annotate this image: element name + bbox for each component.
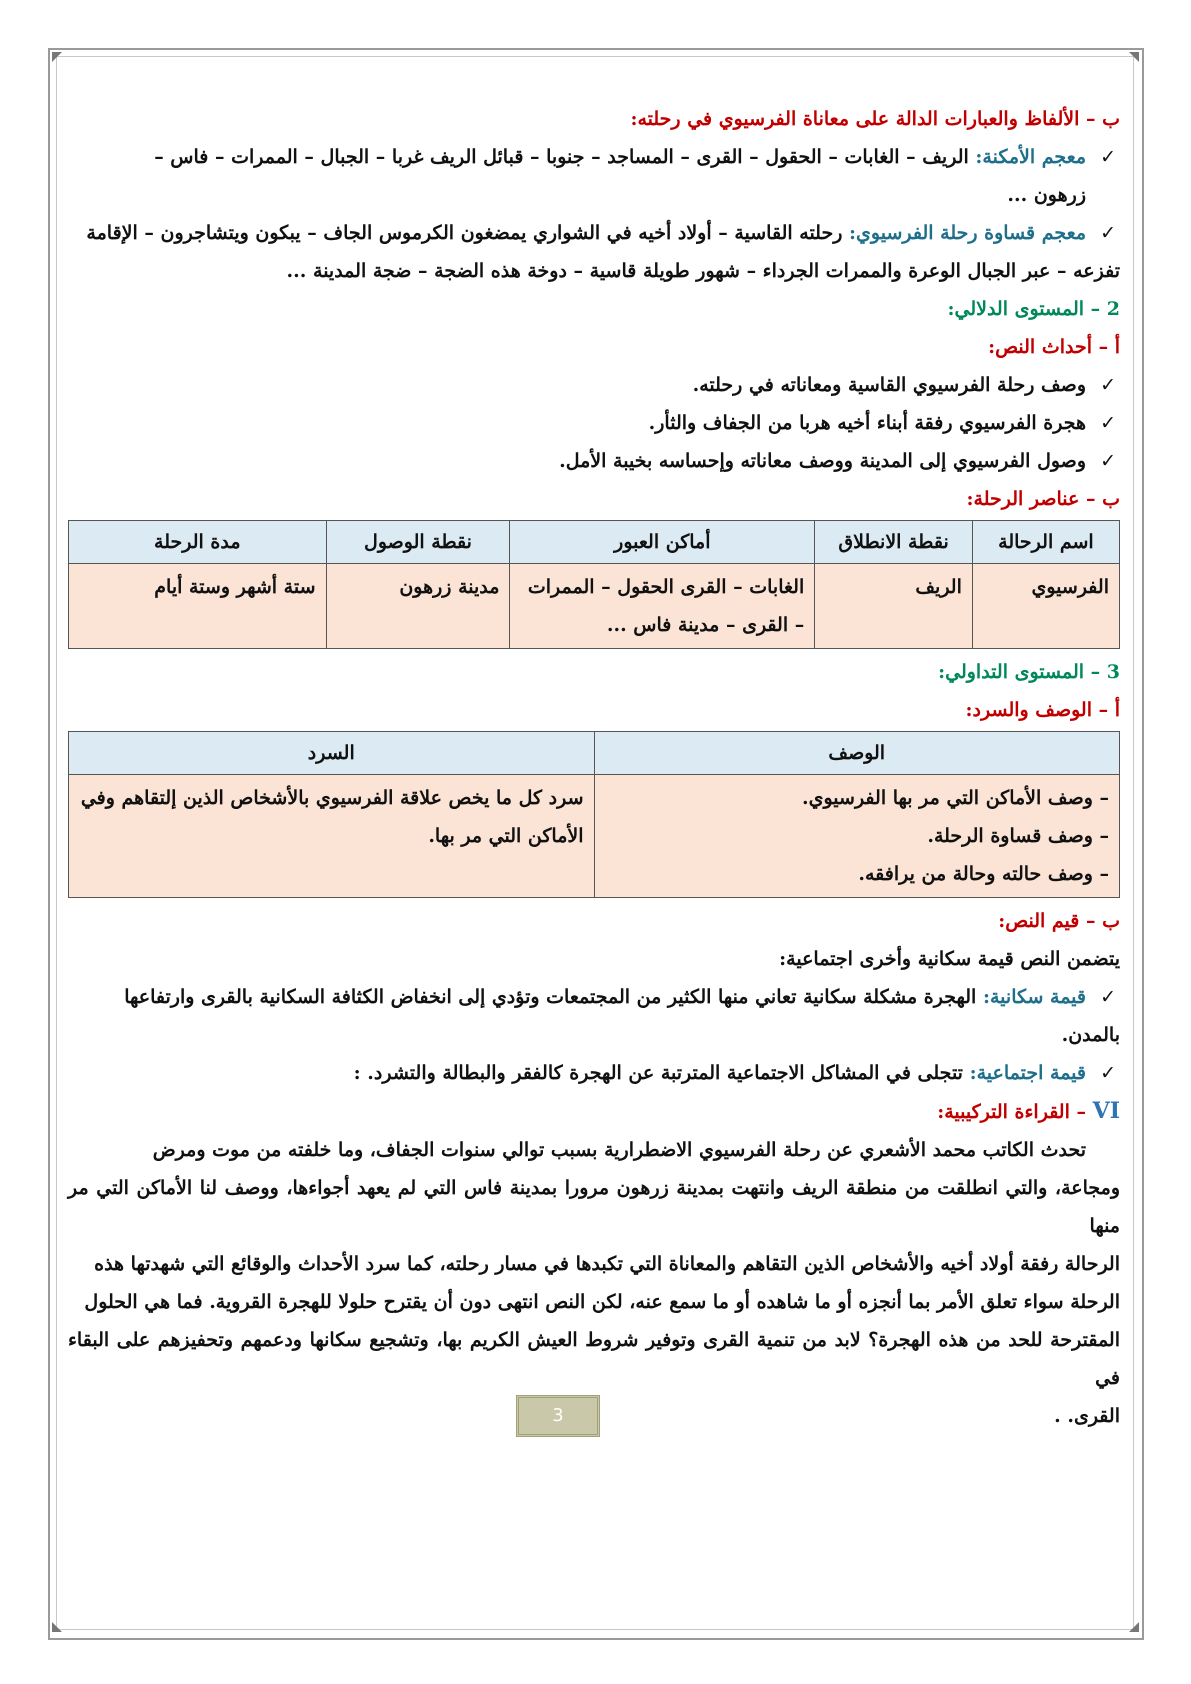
item-text: هجرة الفرسيوي رفقة أبناء أخيه هربا من الجفاف والثأر. — [648, 412, 1086, 434]
description-narration-table — [68, 731, 1120, 898]
item-text: وصول الفرسيوي إلى المدينة ووصف معاناته وإحساسه بخيبة الأمل. — [559, 450, 1086, 472]
table-header-cell: مدة الرحلة — [69, 521, 327, 564]
level-title: – المستوى التداولي: — [938, 661, 1101, 683]
table-header-cell: أماكن العبور — [510, 521, 815, 564]
table-header-row — [69, 521, 1120, 564]
narration-line: سرد كل ما يخص علاقة الفرسيوي بالأشخاص الذين إلتقاهم وفي — [80, 787, 584, 809]
table-header-cell: نقطة الانطلاق — [815, 521, 973, 564]
description-item: – وصف الأماكن التي مر بها الفرسيوي. — [801, 787, 1109, 809]
table-header-cell: اسم الرحالة — [972, 521, 1119, 564]
section-heading-journey: ب – عناصر الرحلة: — [966, 488, 1120, 510]
corner-ornament — [52, 1622, 62, 1632]
item-label: معجم قساوة رحلة الفرسيوي: — [849, 222, 1086, 244]
paragraph-line: القرى. . — [1054, 1405, 1120, 1427]
table-cell-narration — [69, 775, 595, 898]
transit-line: – القرى – مدينة فاس ... — [606, 614, 805, 636]
paragraph-line: تحدث الكاتب محمد الأشعري عن رحلة الفرسيوي الاضطرارية بسبب توالي سنوات الجفاف، وما خلفته من موت ومرض — [152, 1139, 1086, 1161]
journey-table — [68, 520, 1120, 649]
corner-ornament — [1129, 52, 1139, 62]
table-cell-duration: ستة أشهر وستة أيام — [69, 564, 327, 649]
check-icon: ✓ — [1100, 222, 1116, 244]
paragraph-line: الرحلة سواء تعلق الأمر بما أنجزه أو ما شاهده أو ما سمع عنه، لكن النص انتهى دون أن يقترح حلولا للهجرة القروية. فما هي الحلول — [84, 1291, 1120, 1313]
transit-line: الغابات – القرى الحقول – الممرات — [527, 576, 805, 598]
table-header-cell: السرد — [69, 732, 595, 775]
checklist-item — [68, 404, 1120, 442]
item-label: قيمة سكانية: — [982, 986, 1086, 1008]
level-number: 3 — [1106, 661, 1120, 683]
narration-line: الأماكن التي مر بها. — [428, 825, 584, 847]
table-cell-description — [594, 775, 1120, 898]
table-header-cell: نقطة الوصول — [326, 521, 510, 564]
checklist-item — [68, 214, 1120, 252]
check-icon: ✓ — [1100, 146, 1116, 168]
level-title: – المستوى الدلالي: — [947, 298, 1101, 320]
synthesis-paragraph — [68, 1131, 1120, 1435]
values-intro: يتضمن النص قيمة سكانية وأخرى اجتماعية: — [779, 948, 1120, 970]
table-cell-transit — [510, 564, 815, 649]
page-number: 3 — [516, 1395, 600, 1437]
item-text-continued: زرهون ... — [1007, 184, 1086, 206]
item-text-continued: بالمدن. — [1061, 1024, 1120, 1046]
synthesis-heading — [68, 1092, 1120, 1131]
check-icon: ✓ — [1100, 374, 1116, 396]
table-row — [69, 564, 1120, 649]
checklist-item — [68, 366, 1120, 404]
section-heading-description-narration: أ – الوصف والسرد: — [965, 699, 1120, 721]
table-cell-traveler: الفرسيوي — [972, 564, 1119, 649]
item-text: الهجرة مشكلة سكانية تعاني منها الكثير من المجتمعات وتؤدي إلى انخفاض الكثافة السكانية بالقرى وارتفاعها — [124, 986, 977, 1008]
item-text: وصف رحلة الفرسيوي القاسية ومعاناته في رحلته. — [692, 374, 1086, 396]
check-icon: ✓ — [1100, 450, 1116, 472]
paragraph-line: المقترحة للحد من هذه الهجرة؟ لابد من تنمية القرى وتوفير شروط العيش الكريم بها، وتشجيع سكانها ودعمهم وتحفيزهم على البقاء في — [68, 1329, 1120, 1389]
table-header-cell: الوصف — [594, 732, 1120, 775]
check-icon: ✓ — [1100, 1062, 1116, 1084]
checklist-item — [68, 1054, 1120, 1092]
item-label: قيمة اجتماعية: — [969, 1062, 1086, 1084]
table-header-row — [69, 732, 1120, 775]
table-row — [69, 775, 1120, 898]
paragraph-line: الرحالة رفقة أولاد أخيه والأشخاص الذين التقاهم والمعاناة التي تكبدها في مسار رحلته، كما سرد الأحداث والوقائع التي شهدتها هذه — [94, 1253, 1120, 1275]
corner-ornament — [52, 52, 62, 62]
level-number: 2 — [1106, 298, 1120, 320]
table-cell-start: الريف — [815, 564, 973, 649]
level-heading-semantic — [68, 290, 1120, 328]
section-heading-events: أ – أحداث النص: — [988, 336, 1120, 358]
corner-ornament — [1129, 1622, 1139, 1632]
document-body — [68, 100, 1120, 1435]
item-text: رحلته القاسية – أولاد أخيه في الشواري يمضغون الكرموس الجاف – يبكون ويتشاجرون – الإقامة — [86, 222, 843, 244]
checklist-item — [68, 978, 1120, 1016]
item-label: معجم الأمكنة: — [975, 146, 1086, 168]
section-roman-number: VI — [1092, 1098, 1120, 1124]
checklist-item — [68, 442, 1120, 480]
section-title: – القراءة التركيبية: — [937, 1101, 1086, 1123]
item-text: الريف – الغابات – الحقول – القرى – المساجد – جنوبا – قبائل الريف غربا – الجبال – الممرات – فاس – — [154, 146, 969, 168]
section-heading-vocabulary: ب – الألفاظ والعبارات الدالة على معاناة الفرسيوي في رحلته: — [630, 108, 1120, 130]
level-heading-pragmatic — [68, 653, 1120, 691]
item-text-continued: تفزعه – عبر الجبال الوعرة والممرات الجرداء – شهور طويلة قاسية – دوخة هذه الضجة – ضجة المدينة ... — [286, 260, 1120, 282]
section-heading-values: ب – قيم النص: — [998, 910, 1120, 932]
check-icon: ✓ — [1100, 986, 1116, 1008]
description-item: – وصف قساوة الرحلة. — [927, 825, 1109, 847]
item-text: تتجلى في المشاكل الاجتماعية المترتبة عن الهجرة كالفقر والبطالة والتشرد. : — [353, 1062, 963, 1084]
check-icon: ✓ — [1100, 412, 1116, 434]
table-cell-arrival: مدينة زرهون — [326, 564, 510, 649]
description-item: – وصف حالته وحالة من يرافقه. — [858, 863, 1109, 885]
checklist-item — [68, 138, 1120, 176]
paragraph-line: ومجاعة، والتي انطلقت من منطقة الريف وانتهت بمدينة زرهون مرورا بمدينة فاس التي لم يعهد أجواءها، ووصف لنا الأماكن التي مر منها — [68, 1177, 1120, 1237]
